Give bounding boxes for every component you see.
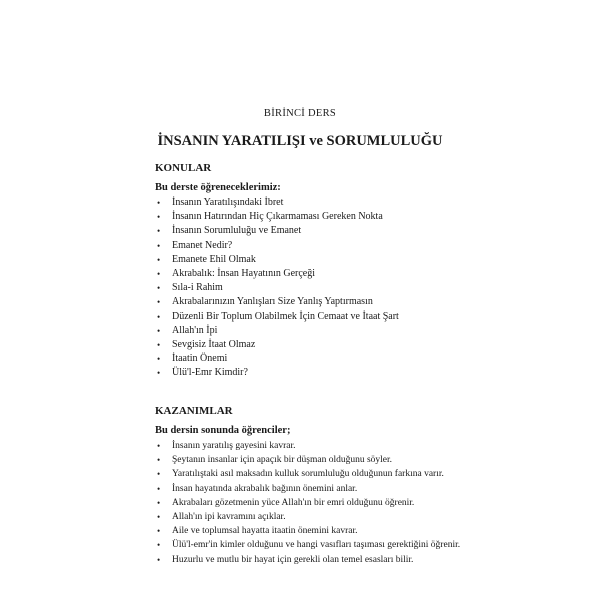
bullet-icon: • bbox=[157, 226, 161, 237]
topic-item-text: İnsanın Sorumluluğu ve Emanet bbox=[172, 225, 302, 237]
topic-item bbox=[155, 281, 485, 295]
outcome-item bbox=[155, 467, 485, 481]
bullet-icon: • bbox=[157, 240, 161, 251]
bullet-icon: • bbox=[157, 554, 161, 565]
bullet-icon: • bbox=[157, 368, 161, 379]
topic-item bbox=[155, 210, 485, 224]
bullet-icon: • bbox=[157, 212, 161, 223]
outcome-item bbox=[155, 496, 485, 510]
topic-item bbox=[155, 239, 485, 253]
topic-item bbox=[155, 324, 485, 338]
topic-item bbox=[155, 295, 485, 309]
bullet-icon: • bbox=[157, 297, 161, 308]
topic-item-text: Sıla-i Rahim bbox=[172, 282, 223, 294]
bullet-icon: • bbox=[157, 526, 161, 537]
bullet-icon: • bbox=[157, 497, 161, 508]
bullet-icon: • bbox=[157, 512, 161, 523]
outcome-item bbox=[155, 553, 485, 567]
bullet-icon: • bbox=[157, 441, 161, 451]
topic-item bbox=[155, 338, 485, 352]
bullet-icon: • bbox=[157, 483, 161, 494]
topic-item-text: Emanet Nedir? bbox=[172, 239, 233, 251]
outcome-item-text: İnsanın yaratılış gayesini kavrar. bbox=[172, 441, 296, 451]
topic-item-text: Akrabalık: İnsan Hayatının Gerçeği bbox=[172, 268, 316, 280]
outcome-item-text: Huzurlu ve mutlu bir hayat için gerekli olan temel esasları bilir. bbox=[172, 554, 414, 565]
topics-intro: Bu derste öğreneceklerimiz: bbox=[155, 182, 281, 193]
outcome-item bbox=[155, 482, 485, 496]
topic-item-text: İnsanın Yaratılışındaki İbret bbox=[172, 197, 284, 208]
topics-list bbox=[155, 196, 485, 381]
topic-item-text: İnsanın Hatırından Hiç Çıkarmaması Gereken Nokta bbox=[172, 211, 383, 223]
outcome-item-text: Aile ve toplumsal hayatta itaatin önemini kavrar. bbox=[172, 526, 358, 537]
lesson-label: BİRİNCİ DERS bbox=[263, 108, 337, 119]
bullet-icon: • bbox=[157, 311, 161, 322]
bullet-icon: • bbox=[157, 283, 161, 294]
outcome-item bbox=[155, 524, 485, 538]
outcome-item-text: Akrabaları gözetmenin yüce Allah'ın bir emri olduğunu öğrenir. bbox=[172, 497, 415, 508]
topic-item-text: Sevgisiz İtaat Olmaz bbox=[172, 339, 256, 351]
outcome-item bbox=[155, 453, 485, 467]
bullet-icon: • bbox=[157, 354, 161, 365]
outcome-item-text: Ülü'l-emr'in kimler olduğunu ve hangi vasıfları taşıması gerektiğini öğrenir. bbox=[172, 540, 461, 551]
lesson-title: İNSANIN YARATILIŞI ve SORUMLULUĞU bbox=[157, 133, 443, 149]
bullet-icon: • bbox=[157, 540, 161, 551]
outcome-item bbox=[155, 439, 485, 453]
topic-item bbox=[155, 310, 485, 324]
bullet-icon: • bbox=[157, 455, 161, 466]
outcome-item bbox=[155, 510, 485, 524]
topic-item-text: Emanete Ehil Olmak bbox=[172, 253, 256, 265]
bullet-icon: • bbox=[157, 269, 161, 280]
topic-item bbox=[155, 253, 485, 267]
topic-item bbox=[155, 267, 485, 281]
outcome-item-text: Allah'ın ipi kavramını açıklar. bbox=[172, 512, 286, 523]
bullet-icon: • bbox=[157, 469, 161, 480]
topic-item bbox=[155, 366, 485, 380]
outcomes-intro: Bu dersin sonunda öğrenciler; bbox=[155, 425, 291, 436]
bullet-icon: • bbox=[157, 340, 161, 351]
topic-item-text: Ülü'l-Emr Kimdir? bbox=[172, 367, 248, 379]
outcomes-list bbox=[155, 439, 485, 567]
topic-item bbox=[155, 224, 485, 238]
outcome-item bbox=[155, 538, 485, 552]
outcome-item-text: İnsan hayatında akrabalık bağının önemini anlar. bbox=[172, 483, 358, 494]
bullet-icon: • bbox=[157, 325, 161, 336]
bullet-icon: • bbox=[157, 198, 161, 208]
topics-heading: KONULAR bbox=[155, 162, 212, 174]
topic-item-text: Allah'ın İpi bbox=[172, 324, 218, 336]
topic-item-text: Düzenli Bir Toplum Olabilmek İçin Cemaat ve İtaat Şart bbox=[172, 310, 399, 322]
outcome-item-text: Yaratılıştaki asıl maksadın kulluk sorumluluğu olduğunun farkına varır. bbox=[172, 469, 444, 480]
topic-item bbox=[155, 196, 485, 210]
outcomes-heading: KAZANIMLAR bbox=[155, 405, 233, 417]
topic-item-text: İtaatin Önemi bbox=[172, 353, 228, 365]
bullet-icon: • bbox=[157, 254, 161, 265]
outcome-item-text: Şeytanın insanlar için apaçık bir düşman olduğunu söyler. bbox=[172, 455, 393, 466]
topic-item bbox=[155, 352, 485, 366]
topic-item-text: Akrabalarınızın Yanlışları Size Yanlış Yaptırmasın bbox=[172, 296, 373, 308]
